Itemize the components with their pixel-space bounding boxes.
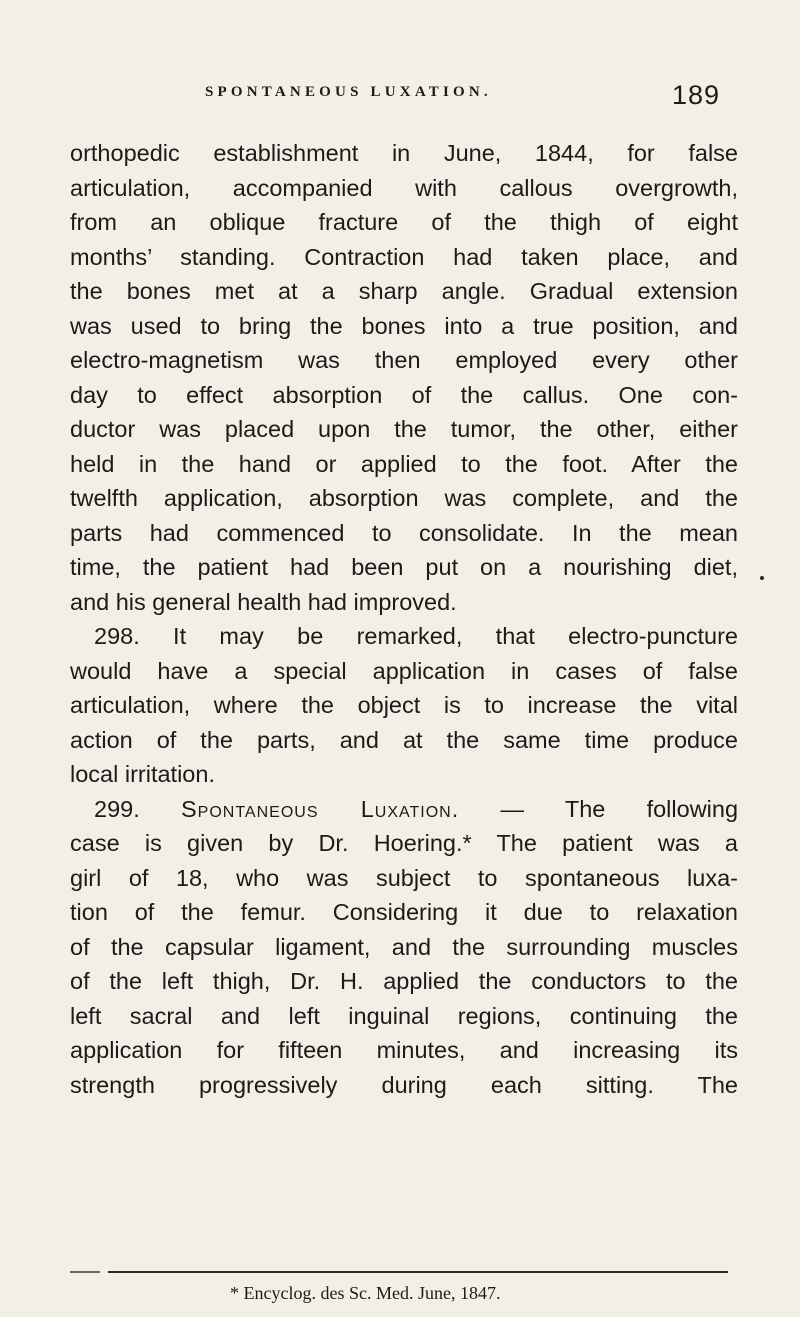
text-line: articulation, accompanied with callous overgrowth, [70, 174, 738, 201]
text-line: electro-magnetism was then employed every other [70, 347, 738, 373]
text-line: from an oblique fracture of the thigh of eight [70, 209, 738, 235]
text-line: strength progressively during each sitting. The [70, 1071, 738, 1098]
text-line: of the left thigh, Dr. H. applied the conductors to the [70, 968, 738, 994]
footnote: * Encyclog. des Sc. Med. June, 1847. [230, 1283, 501, 1303]
body-text [70, 136, 738, 1102]
paragraph-end-line: local irritation. [70, 761, 215, 787]
text-line: parts had commenced to consolidate. In the mean [70, 519, 738, 546]
text-line: girl of 18, who was subject to spontaneous luxa- [70, 864, 738, 891]
page-number: 189 [672, 80, 721, 110]
margin-mark [760, 576, 764, 580]
text-line: held in the hand or applied to the foot. After the [70, 450, 738, 477]
text-line: months’ standing. Contraction had taken place, and [70, 243, 738, 270]
text-line: case is given by Dr. Hoering.* The patient was a [70, 830, 738, 856]
text-line: time, the patient had been put on a nourishing diet, [70, 554, 738, 580]
section-299-heading-line [70, 792, 738, 827]
text-line: the bones met at a sharp angle. Gradual extension [70, 278, 738, 304]
text-line: application for fifteen minutes, and increasing its [70, 1037, 738, 1063]
text-line: would have a special application in cases of false [70, 657, 738, 684]
text-line: orthopedic establishment in June, 1844, for false [70, 140, 738, 166]
paragraph-298-first-line: 298. It may be remarked, that electro-puncture [94, 623, 738, 649]
text-line: action of the parts, and at the same time produce [70, 726, 738, 753]
footnote-rule [108, 1271, 728, 1273]
text-line: day to effect absorption of the callus. One con- [70, 381, 738, 408]
text-line: left sacral and left inguinal regions, continuing the [70, 1002, 738, 1029]
text-line: tion of the femur. Considering it due to relaxation [70, 899, 738, 925]
text-line: ductor was placed upon the tumor, the other, either [70, 416, 738, 442]
text-line: twelfth application, absorption was complete, and the [70, 485, 738, 511]
text-line: of the capsular ligament, and the surrounding muscles [70, 933, 738, 960]
text-line: was used to bring the bones into a true position, and [70, 312, 738, 339]
footnote-rule-stub [70, 1271, 100, 1273]
section-number: 299. [94, 795, 140, 822]
heading-line-rest: — The following [500, 795, 739, 822]
running-title: SPONTANEOUS LUXATION. [205, 84, 492, 100]
section-heading: Spontaneous Luxation. [181, 795, 460, 822]
paragraph-end-line: and his general health had improved. [70, 588, 457, 615]
text-line: articulation, where the object is to increase the vital [70, 692, 738, 718]
